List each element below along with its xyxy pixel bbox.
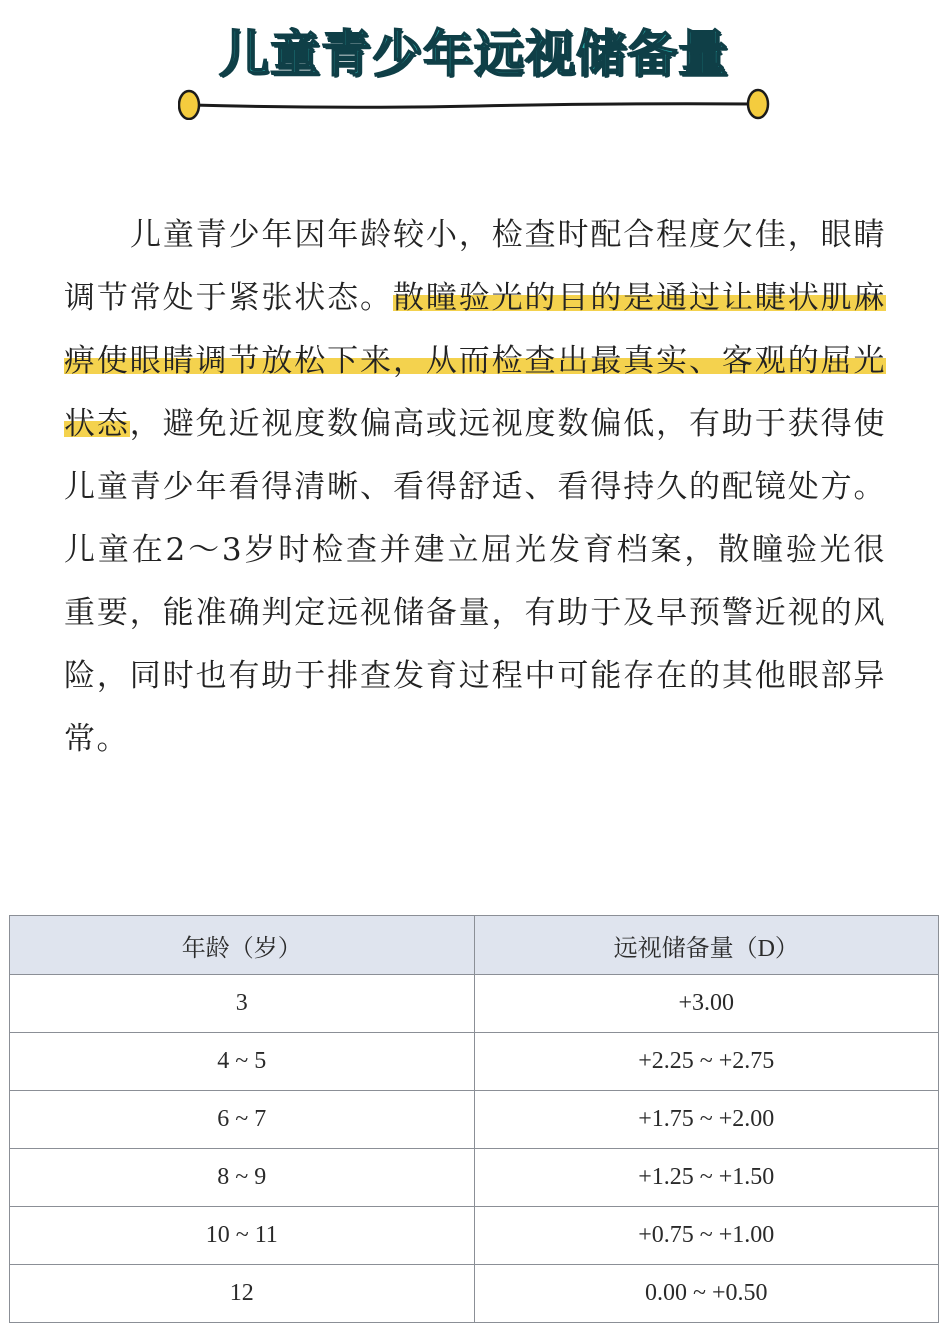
- table-header-row: [10, 916, 939, 975]
- rule-right-dot: [748, 90, 768, 118]
- table-row: [10, 1033, 939, 1091]
- body-paragraph: [64, 204, 886, 784]
- title-banner: [0, 14, 948, 124]
- title-underline-decoration: [178, 88, 770, 120]
- table-row: [10, 1265, 939, 1323]
- cell-reserve: +1.25 ~ +1.50: [474, 1149, 939, 1207]
- table-row: [10, 975, 939, 1033]
- header-reserve: 远视储备量（D）: [474, 916, 939, 975]
- table-row: [10, 1207, 939, 1265]
- hyperopia-reserve-table: [9, 915, 939, 1323]
- cell-reserve: 0.00 ~ +0.50: [474, 1265, 939, 1323]
- paragraph-intro: 儿童青少年因年龄较小，检查时配合程度欠佳，眼睛调节常处于紧张状态。: [64, 217, 886, 316]
- cell-reserve: +0.75 ~ +1.00: [474, 1207, 939, 1265]
- cell-age: 4 ~ 5: [10, 1033, 475, 1091]
- cell-age: 3: [10, 975, 475, 1033]
- cell-reserve: +2.25 ~ +2.75: [474, 1033, 939, 1091]
- paragraph-rest: ，避免近视度数偏高或远视度数偏低，有助于获得使儿童青少年看得清晰、看得舒适、看得持久的配镜处方。儿童在2～3岁时检查并建立屈光发育档案，散瞳验光很重要，能准确判定远视储备量，有助于及早预警近视的风险，同时也有助于排查发育过程中可能存在的其他眼部异常。: [64, 406, 887, 757]
- cell-age: 6 ~ 7: [10, 1091, 475, 1149]
- cell-age: 12: [10, 1265, 475, 1323]
- table-row: [10, 1149, 939, 1207]
- cell-reserve: +1.75 ~ +2.00: [474, 1091, 939, 1149]
- data-table: [9, 915, 939, 1323]
- header-age: 年龄（岁）: [10, 916, 475, 975]
- cell-age: 8 ~ 9: [10, 1149, 475, 1207]
- cell-reserve: +3.00: [474, 975, 939, 1033]
- cell-age: 10 ~ 11: [10, 1207, 475, 1265]
- page-title: 儿童青少年远视储备量: [219, 25, 729, 83]
- rule-left-dot: [179, 91, 199, 119]
- paragraph-highlight: 散瞳验光的目的是通过让睫状肌麻痹使眼睛调节放松下来，从而检查出最真实、客观的屈光状态: [64, 280, 887, 442]
- table-row: [10, 1091, 939, 1149]
